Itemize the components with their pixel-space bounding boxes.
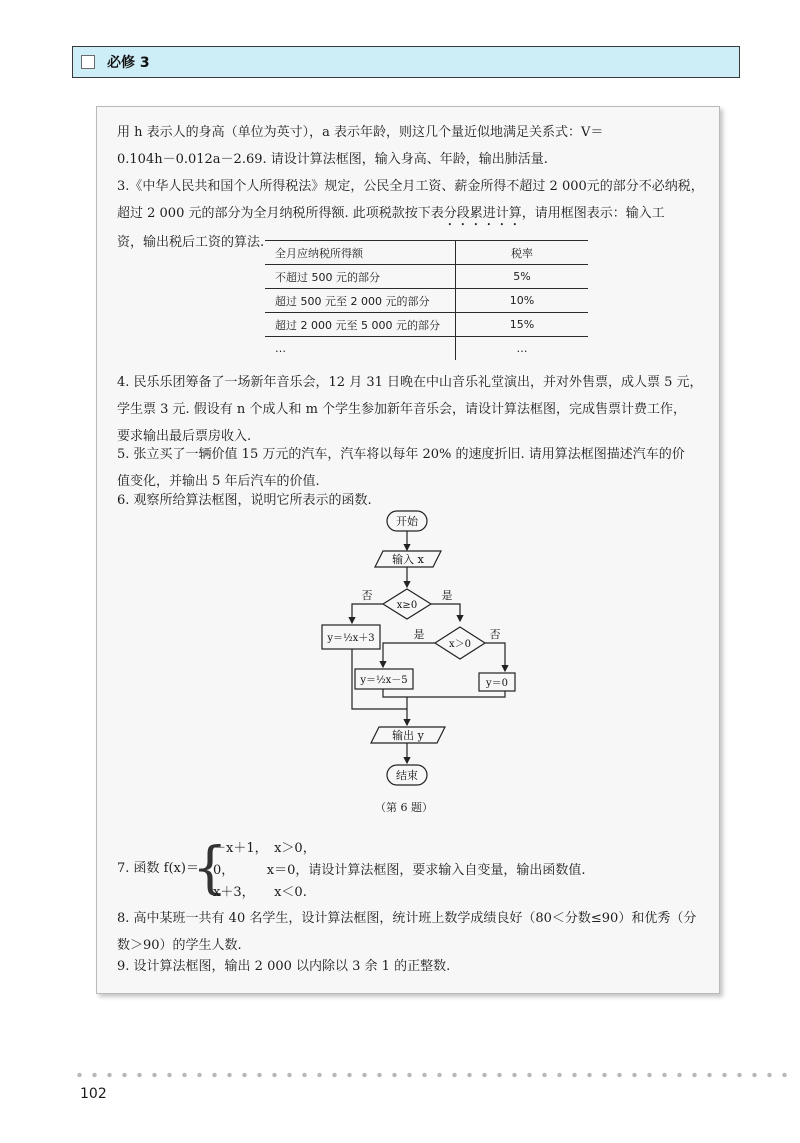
text-line: 4. 民乐乐团筹备了一场新年音乐会，12 月 31 日晚在中山音乐礼堂演出，并对外售票，成人票 5 元， [117,375,703,390]
text-line: 5. 张立买了一辆价值 15 万元的汽车，汽车将以每年 20% 的速度折旧. 请用算法框图描述汽车的价 [117,447,685,462]
text-line: 值变化，并输出 5 年后汽车的价值. [117,474,320,489]
text-line: 要求输出最后票房收入. [117,429,252,444]
footer-dotted-divider [72,1072,788,1078]
flow-line [383,689,407,697]
section-title: 必修 3 [107,55,150,71]
piecewise-case-1: －x＋1， x＞0， [213,841,316,856]
table-cell: 10% [456,289,589,313]
flow-box-middle-label: y＝½x－5 [360,675,408,686]
exercise-panel [96,106,720,994]
flow-no-label-2: 否 [489,628,501,641]
table-cell: 不超过 500 元的部分 [265,265,456,289]
flow-output-label: 输出 y [392,729,424,742]
question-2-continuation [117,119,707,173]
flow-arrow [383,643,435,667]
text-line: 数＞90）的学生人数. [117,938,242,953]
table-cell: 超过 2 000 元至 5 000 元的部分 [265,313,456,337]
flow-input-label: 输入 x [392,553,424,566]
page-number: 102 [80,1086,107,1102]
piecewise-brace: { [192,836,228,901]
flow-box-right-label: y＝0 [485,678,509,689]
table-cell: 5% [456,265,589,289]
question-9 [117,953,707,980]
flow-arrow [352,604,383,623]
table-header-cell: 税率 [456,241,589,265]
text-line: 3.《中华人民共和国个人所得税法》规定，公民全月工资、薪金所得不超过 2 000元的部分不必纳税， [117,179,704,194]
table-row [265,265,588,289]
text-line: 0.104h－0.012a－2.69. 请设计算法框图，输入身高、年龄，输出肺活量. [117,152,548,167]
table-cell: 15% [456,313,589,337]
text-run: ，请用框图表示：输入工 [521,206,665,221]
flow-line [407,691,505,697]
text-line: 学生票 3 元. 假设有 n 个成人和 m 个学生参加新年音乐会，请设计算法框图，完成售票计费工作， [117,402,687,417]
table-cell: … [516,342,528,355]
flow-yes-label-2: 是 [413,628,425,641]
section-header-bar [72,46,740,78]
flow-cond1-label: x≥0 [396,600,418,611]
text-line: 资，输出税后工资的算法. [117,235,265,250]
question-7-prefix: 7. 函数 f(x)＝ [117,861,199,876]
question-4 [117,369,707,450]
piecewise-case-3: x＋3， x＜0. [213,885,307,900]
text-line: 用 h 表示人的身高（单位为英寸），a 表示年龄，则这几个量近似地满足关系式：V＝ [117,125,604,140]
flow-arrow [485,643,505,671]
header-square-icon [81,55,95,69]
flow-end-label: 结束 [396,769,418,782]
flow-yes-label: 是 [441,589,453,602]
table-cell: … [265,337,456,361]
flow-arrow [431,604,460,621]
flow-cond2-label: x＞0 [448,639,472,650]
tax-rate-table [265,240,588,360]
table-cell: 超过 500 元至 2 000 元的部分 [265,289,456,313]
text-line: 9. 设计算法框图，输出 2 000 以内除以 3 余 1 的正整数. [117,959,451,974]
emphasized-text: 分段累进计算 [443,206,522,221]
piecewise-case-2: 0， x＝0，请设计算法框图，要求输入自变量，输出函数值. [213,863,586,878]
flow-start-label: 开始 [396,515,418,528]
text-line [117,200,707,229]
text-line: 6. 观察所给算法框图，说明它所表示的函数. [117,493,372,508]
text-run: 超过 2 000 元的部分为全月纳税所得额. 此项税款按下表 [117,206,444,221]
flow-box-left-label: y＝½x＋3 [327,633,375,644]
table-row [265,289,588,313]
text-line: 8. 高中某班一共有 40 名学生，设计算法框图，统计班上数学成绩良好（80＜分数≤90）和优秀（分 [117,911,697,926]
table-row [265,313,588,337]
question-8 [117,905,707,959]
figure-caption: （第 6 题） [375,801,433,814]
table-header-row [265,241,588,265]
flowchart [317,507,517,797]
flow-no-label: 否 [361,589,373,602]
table-header-cell: 全月应纳税所得额 [265,241,456,265]
table-row [265,337,588,361]
